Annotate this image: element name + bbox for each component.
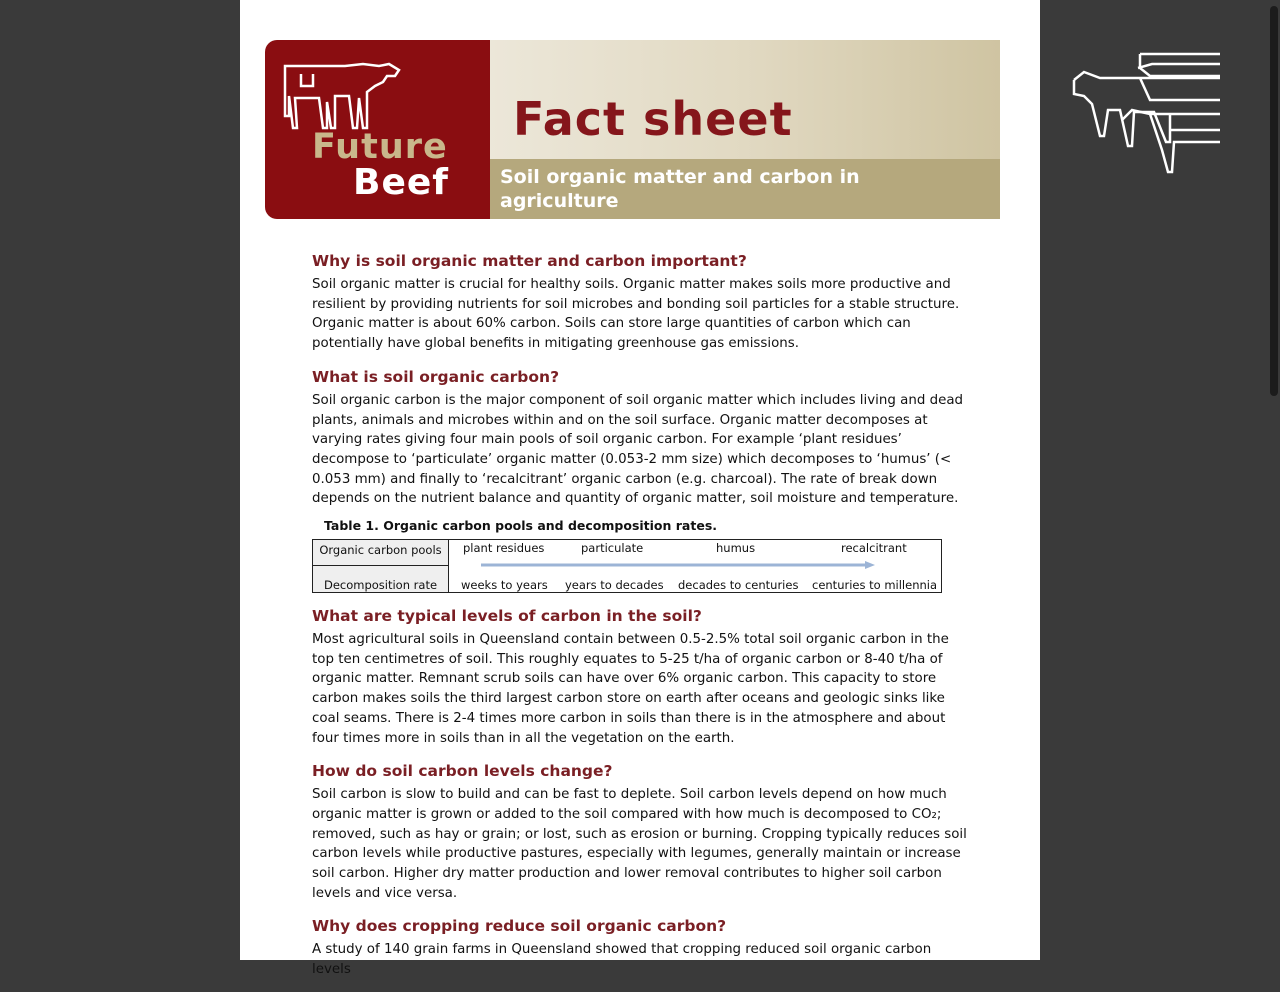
pool-label: humus xyxy=(716,541,756,556)
future-beef-logo xyxy=(265,40,490,219)
section-heading: What are typical levels of carbon in the soil? xyxy=(312,607,702,626)
page-title: Fact sheet xyxy=(513,92,793,146)
section-typical-levels xyxy=(312,605,972,748)
pool-label: particulate xyxy=(581,541,644,556)
section-heading: Why does cropping reduce soil organic carbon? xyxy=(312,917,727,936)
document-page xyxy=(240,0,1040,978)
carbon-pools-table xyxy=(312,539,942,593)
logo-beef-text: Beef xyxy=(353,162,449,203)
section-cropping xyxy=(312,915,972,979)
document-content xyxy=(312,250,972,992)
fact-sheet-banner xyxy=(265,40,1000,219)
table-caption: Table 1. Organic carbon pools and decomposition rates. xyxy=(324,518,718,534)
pool-label: recalcitrant xyxy=(841,541,907,556)
section-body: Soil organic carbon is the major component of soil organic matter which includes living and dead plants, animals and microbes within and on the soil surface. Organic matter decomposes at varying rates giving four main pools of soil organic carbon. For example ‘plant residues’ decompose to ‘particulate’ organic matter (0.053-2 mm size) which decomposes to ‘humus’ (< 0.053 mm) and finally to ‘recalcitrant’ organic carbon (e.g. charcoal). The rate of break down depends on the nutrient balance and quantity of organic matter, soil moisture and temperature. xyxy=(312,392,964,507)
rate-label: years to decades xyxy=(565,578,664,593)
title-panel xyxy=(490,40,1000,159)
section-heading: How do soil carbon levels change? xyxy=(312,762,613,781)
section-body: Soil organic matter is crucial for healthy soils. Organic matter makes soils more productive and resilient by providing nutrients for soil microbes and bonding soil particles for a stable structure. Organic matter is about 60% carbon. Soils can store large quantities of carbon which can potentially have global benefits in mitigating greenhouse gas emissions. xyxy=(312,277,960,352)
rate-label: weeks to years xyxy=(461,578,548,593)
section-body: A study of 140 grain farms in Queensland showed that cropping reduced soil organic carbon levels xyxy=(312,942,932,978)
decomposition-arrow xyxy=(481,560,876,570)
rate-label: centuries to millennia xyxy=(812,578,938,593)
subtitle-panel xyxy=(490,159,1000,219)
cow-herd-icon xyxy=(1070,50,1225,180)
logo-future-text: Future xyxy=(312,127,448,167)
section-heading: Why is soil organic matter and carbon important? xyxy=(312,252,747,270)
cow-outline-icon xyxy=(279,56,409,134)
section-body: Soil carbon is slow to build and can be fast to deplete. Soil carbon levels depend on how much organic matter is grown or added to the soil compared with how much is decomposed to CO₂; removed, such as hay or grain; or lost, such as erosion or burning. Cropping typically reduces soil carbon levels while productive pastures, especially with legumes, generally maintain or increase soil carbon. Higher dry matter production and lower removal contributes to higher soil carbon levels and vice versa. xyxy=(312,787,967,901)
page-subtitle: Soil organic matter and carbon in agriculture xyxy=(500,166,860,212)
section-heading: What is soil organic carbon? xyxy=(312,367,560,386)
scrollbar-thumb[interactable] xyxy=(1270,6,1278,396)
section-what-is-carbon xyxy=(312,366,972,509)
pool-label: plant residues xyxy=(463,541,545,556)
row-header-rate: Decomposition rate xyxy=(313,566,449,592)
scrollbar-track[interactable] xyxy=(1268,0,1280,960)
row-header-pools: Organic carbon pools xyxy=(313,540,449,566)
rate-label: decades to centuries xyxy=(678,578,799,593)
section-levels-change xyxy=(312,760,972,903)
section-importance xyxy=(312,250,972,354)
section-body: Most agricultural soils in Queensland contain between 0.5-2.5% total soil organic carbon in the top ten centimetres of soil. This roughly equates to 5-25 t/ha of organic carbon or 8-40 t/ha of organic matter. Remnant scrub soils can have over 6% organic carbon. This capacity to store carbon makes soils the third largest carbon store on earth after oceans and geologic sinks like coal seams. There is 2-4 times more carbon in soils than there is in the atmosphere and about four times more in soils than in all the vegetation on the earth. xyxy=(312,632,949,746)
